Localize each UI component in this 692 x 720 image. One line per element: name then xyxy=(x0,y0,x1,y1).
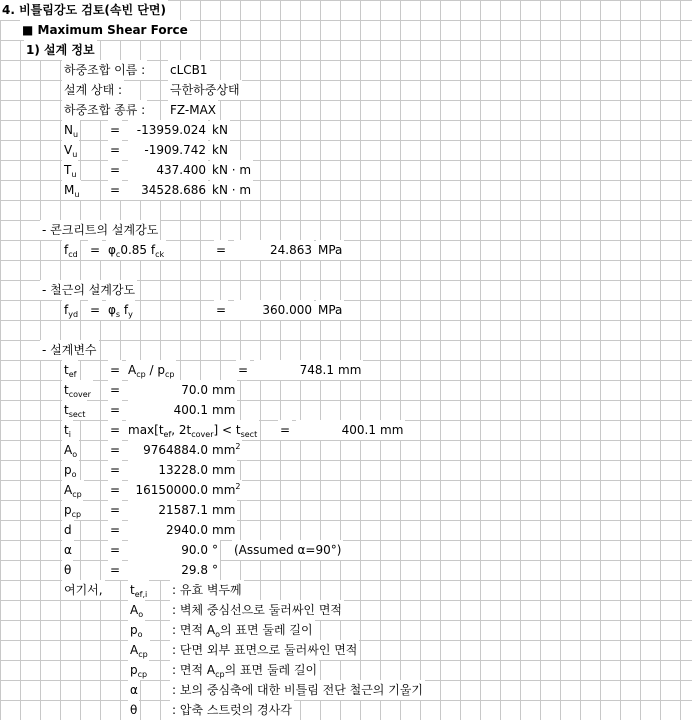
legend-theta-desc: : 압축 스트럿의 경사각 xyxy=(170,700,294,720)
alpha-unit: ° xyxy=(210,540,220,560)
alpha-value: 90.0 xyxy=(128,540,210,560)
fcd-result-equals: = xyxy=(214,240,228,260)
vu-symbol: $V_u$ xyxy=(62,140,79,160)
theta-symbol: θ xyxy=(62,560,73,580)
fcd-value: 24.863 xyxy=(234,240,314,260)
acp-unit: $mm^2$ xyxy=(210,480,242,500)
tcover-equals: = xyxy=(108,380,122,400)
legend-theta-symbol: θ xyxy=(128,700,139,720)
d-equals: = xyxy=(108,520,122,540)
tcover-symbol: $t_{cover}$ xyxy=(62,380,93,400)
tsect-value: 400.1 xyxy=(128,400,210,420)
acp-symbol: $A_{cp}$ xyxy=(62,480,84,500)
mu-symbol: $M_u$ xyxy=(62,180,81,200)
tef-formula: $A_{cp} / p_{cp}$ xyxy=(126,360,176,380)
rebar-strength-heading: - 철근의 설계강도 xyxy=(40,280,137,300)
ao-symbol: $A_o$ xyxy=(62,440,79,460)
po-value: 13228.0 xyxy=(128,460,210,480)
ti-formula-lt: ] < t xyxy=(213,423,241,437)
vu-unit: kN xyxy=(210,140,230,160)
vu-value: -1909.742 xyxy=(128,140,208,160)
legend-ao-desc: : 벽체 중심선으로 둘러싸인 면적 xyxy=(170,600,344,620)
mu-equals: = xyxy=(108,180,122,200)
ti-formula: $\max[t_{ef}$, $2t_{cover}] < t_{sect}$ xyxy=(126,420,259,440)
legend-alpha-symbol: α xyxy=(128,680,140,700)
tef-equals: = xyxy=(108,360,122,380)
ti-equals: = xyxy=(108,420,122,440)
legend-ao-symbol: $A_o$ xyxy=(128,600,145,620)
tu-value: 437.400 xyxy=(128,160,208,180)
theta-equals: = xyxy=(108,560,122,580)
legend-pcp-desc: : 면적 $A_{cp}$의 표면 둘레 길이 xyxy=(170,660,319,680)
tcover-unit: mm xyxy=(210,380,237,400)
subheading: ■ Maximum Shear Force xyxy=(20,20,190,40)
nu-equals: = xyxy=(108,120,122,140)
legend-acp-symbol: $A_{cp}$ xyxy=(128,640,150,660)
combo-type-value: FZ-MAX xyxy=(168,100,218,120)
ao-equals: = xyxy=(108,440,122,460)
tef-value: 748.1 xyxy=(254,360,336,380)
pcp-value: 21587.1 xyxy=(128,500,210,520)
mu-value: 34528.686 xyxy=(128,180,208,200)
section-heading: 4. 비틀림강도 검토(속빈 단면) xyxy=(0,0,168,20)
fyd-symbol: $f_{yd}$ xyxy=(62,300,80,320)
po-equals: = xyxy=(108,460,122,480)
vu-equals: = xyxy=(108,140,122,160)
design-state-label: 설계 상태 : xyxy=(62,80,124,100)
fcd-equals: = xyxy=(88,240,102,260)
d-unit: mm xyxy=(210,520,237,540)
nu-value: -13959.024 xyxy=(128,120,208,140)
fcd-unit: MPa xyxy=(316,240,344,260)
legend-po-desc: : 면적 $A_o$의 표면 둘레 길이 xyxy=(170,620,315,640)
legend-pcp-symbol: $p_{cp}$ xyxy=(128,660,149,680)
legend-tef-symbol: $t_{ef,i}$ xyxy=(128,580,149,600)
mu-unit: kN · m xyxy=(210,180,253,200)
fyd-unit: MPa xyxy=(316,300,344,320)
po-symbol: $p_o$ xyxy=(62,460,79,480)
po-unit: mm xyxy=(210,460,237,480)
combo-name-value: cLCB1 xyxy=(168,60,210,80)
fyd-equals: = xyxy=(88,300,102,320)
legend-acp-desc: : 단면 외부 표면으로 둘러싸인 면적 xyxy=(170,640,359,660)
ti-unit: mm xyxy=(378,420,405,440)
tu-unit: kN · m xyxy=(210,160,253,180)
tef-unit: mm xyxy=(336,360,363,380)
acp-equals: = xyxy=(108,480,122,500)
theta-unit: ° xyxy=(210,560,220,580)
tsect-symbol: $t_{sect}$ xyxy=(62,400,87,420)
combo-name-label: 하중조합 이름 : xyxy=(62,60,147,80)
tu-symbol: $T_u$ xyxy=(62,160,78,180)
where-label: 여기서, xyxy=(62,580,105,600)
ao-unit: $mm^2$ xyxy=(210,440,242,460)
fyd-result-equals: = xyxy=(214,300,228,320)
nu-unit: kN xyxy=(210,120,230,140)
ti-symbol: $t_i$ xyxy=(62,420,73,440)
tcover-value: 70.0 xyxy=(128,380,210,400)
pcp-symbol: $p_{cp}$ xyxy=(62,500,83,520)
tef-result-equals: = xyxy=(236,360,250,380)
theta-value: 29.8 xyxy=(128,560,210,580)
d-value: 2940.0 xyxy=(128,520,210,540)
alpha-symbol: α xyxy=(62,540,74,560)
legend-po-symbol: $p_o$ xyxy=(128,620,145,640)
tsect-equals: = xyxy=(108,400,122,420)
legend-alpha-desc: : 보의 중심축에 대한 비틀림 전단 철근의 기울기 xyxy=(170,680,425,700)
ti-value: 400.1 xyxy=(296,420,378,440)
design-info-heading: 1) 설계 정보 xyxy=(24,40,97,60)
nu-symbol: $N_u$ xyxy=(62,120,80,140)
fcd-coef: 0.85 xyxy=(120,243,148,257)
tef-symbol: $t_{ef}$ xyxy=(62,360,78,380)
ao-value: 9764884.0 xyxy=(128,440,210,460)
pcp-equals: = xyxy=(108,500,122,520)
tsect-unit: mm xyxy=(210,400,237,420)
concrete-strength-heading: - 콘크리트의 설계강도 xyxy=(40,220,160,240)
combo-type-label: 하중조합 종류 : xyxy=(62,100,147,120)
pcp-unit: mm xyxy=(210,500,237,520)
ti-formula-mid: , 2t xyxy=(171,423,192,437)
fcd-symbol: $f_{cd}$ xyxy=(62,240,80,260)
legend-tef-desc: : 유효 벽두께 xyxy=(170,580,244,600)
d-symbol: d xyxy=(62,520,74,540)
acp-value: 16150000.0 xyxy=(128,480,210,500)
alpha-equals: = xyxy=(108,540,122,560)
tu-equals: = xyxy=(108,160,122,180)
design-state-value: 극한하중상태 xyxy=(168,80,242,100)
alpha-note: (Assumed α=90°) xyxy=(232,540,343,560)
design-variables-heading: - 설계변수 xyxy=(40,340,99,360)
fcd-formula: $\varphi_c0.85$ $f_{ck}$ xyxy=(106,240,166,260)
fyd-value: 360.000 xyxy=(234,300,314,320)
fyd-formula: $\varphi_s$ $f_y$ xyxy=(106,300,135,320)
ti-result-equals: = xyxy=(278,420,292,440)
